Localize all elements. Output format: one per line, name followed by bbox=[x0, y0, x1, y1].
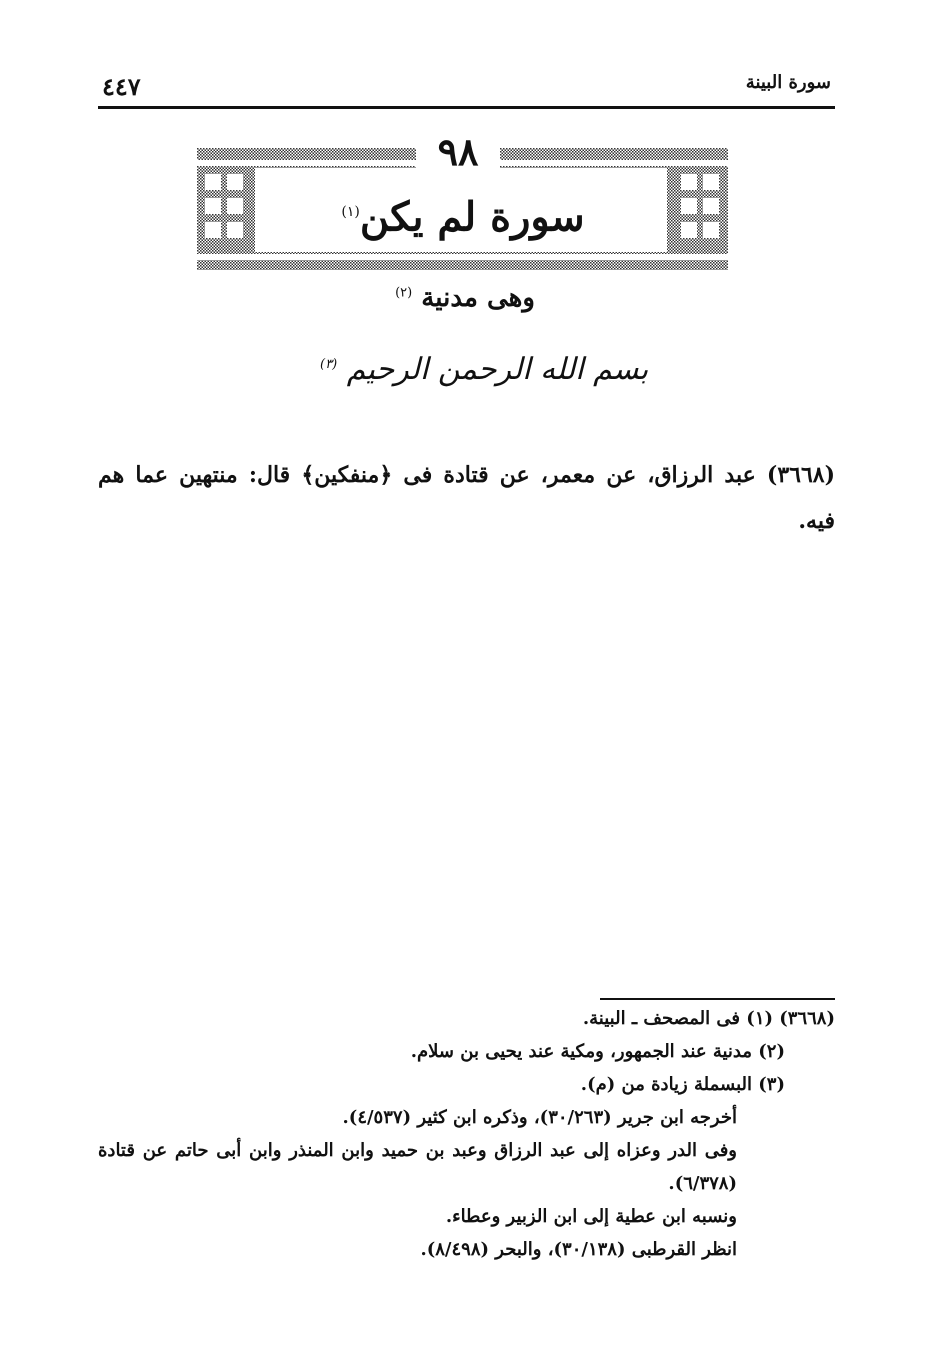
footnote-line: انظر القرطبى (٣٠/١٣٨)، والبحر (٨/٤٩٨). bbox=[420, 1239, 737, 1260]
surah-title bbox=[318, 185, 608, 244]
surah-number: ٩٨ bbox=[416, 132, 500, 172]
madaniyya-text: وهى مدنية bbox=[421, 283, 535, 313]
hadith-text bbox=[98, 452, 835, 544]
footnote-line: (٣) البسملة زيادة من (م). bbox=[580, 1074, 785, 1095]
hadith-body: عبد الرزاق، عن معمر، عن قتادة فى ﴿منفكين﴾ قال: منتهين عما هم فيه. bbox=[98, 462, 835, 534]
surah-title-text: سورة لم يكن bbox=[359, 193, 585, 241]
footnotes bbox=[98, 1002, 835, 1266]
page-number: ٤٤٧ bbox=[102, 72, 141, 101]
madaniyya-note: (٢) bbox=[395, 285, 413, 301]
surah-title-note: (١) bbox=[341, 204, 360, 220]
footnote-line: (٢) مدنية عند الجمهور، ومكية عند يحيى بن سلام. bbox=[410, 1041, 785, 1062]
madaniyya-line bbox=[320, 283, 610, 313]
footnote-line: أخرجه ابن جرير (٣٠/٢٦٣)، وذكره ابن كثير (٤/٥٣٧). bbox=[342, 1107, 737, 1128]
footnote-line: (٣٦٦٨) (١) فى المصحف ـ البينة. bbox=[582, 1008, 835, 1029]
basmala-text: بسم الله الرحمن الرحيم bbox=[346, 352, 649, 387]
footnote-rule bbox=[600, 998, 835, 1000]
footnote-line: وفى الدر وعزاه إلى عبد الرزاق وعبد بن حميد وابن المنذر وابن أبى حاتم عن قتادة (٦/٣٧٨). bbox=[98, 1140, 737, 1194]
header-rule bbox=[98, 106, 835, 109]
basmala bbox=[320, 352, 649, 387]
running-head: سورة البينة bbox=[745, 72, 831, 93]
basmala-note: (٣) bbox=[320, 357, 338, 372]
footnote-line: ونسبه ابن عطية إلى ابن الزبير وعطاء. bbox=[445, 1206, 737, 1227]
hadith-number: (٣٦٦٨) bbox=[766, 462, 835, 488]
